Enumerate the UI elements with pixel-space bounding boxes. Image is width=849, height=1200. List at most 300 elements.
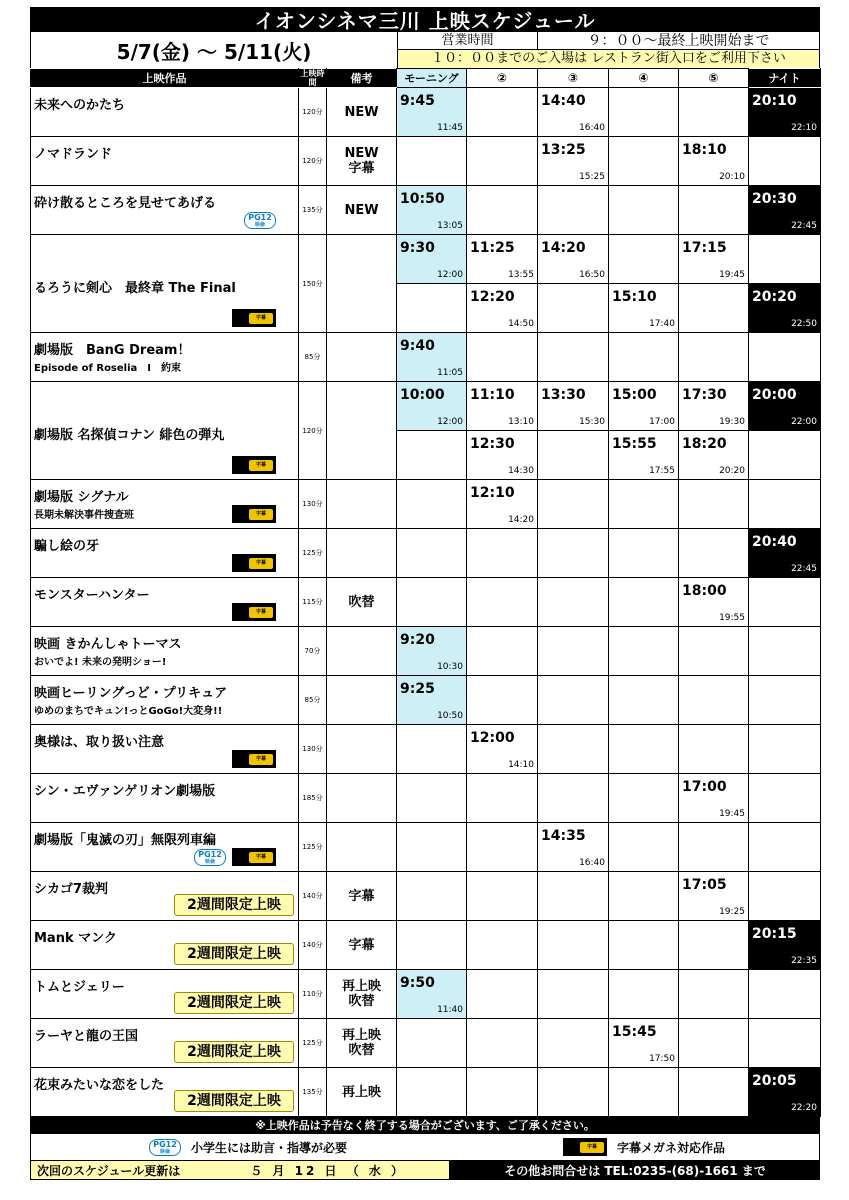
showtime-cell	[467, 1068, 538, 1117]
end-time: 17:50	[649, 1054, 675, 1064]
showtime-cell	[609, 725, 679, 774]
col-slot-4: ④	[609, 69, 679, 88]
start-time: 17:30	[682, 387, 727, 403]
subtitle-glasses-icon	[232, 603, 276, 621]
start-time: 10:50	[400, 191, 445, 207]
film-title-cell	[31, 235, 299, 333]
showtime-cell	[538, 725, 609, 774]
subtitle-glasses-icon	[232, 750, 276, 768]
showtime-cell	[749, 774, 821, 823]
start-time: 17:05	[682, 877, 727, 893]
showtime-cell	[609, 921, 679, 970]
film-title: 映画ヒーリングっど・プリキュア	[34, 686, 228, 701]
start-time: 12:10	[470, 485, 515, 501]
start-time: 9:45	[400, 93, 435, 109]
film-title: 劇場版 名探偵コナン 緋色の弾丸	[34, 428, 225, 443]
glasses-label: 字幕	[249, 754, 273, 765]
end-time: 12:00	[437, 417, 463, 427]
pg12-label: PG12	[198, 850, 222, 859]
page-title: イオンシネマ三川 上映スケジュール	[30, 7, 820, 32]
runtime: 120分	[299, 382, 327, 480]
runtime: 120分	[299, 88, 327, 137]
showtime-cell	[679, 333, 749, 382]
note-cell: 再上映 吹替	[327, 970, 397, 1019]
showtime-cell	[679, 284, 749, 333]
showtime-cell	[679, 137, 749, 186]
bottom-bar	[30, 1160, 820, 1180]
showtime-cell	[397, 774, 467, 823]
showtime-cell	[397, 578, 467, 627]
pg12-icon	[194, 849, 226, 866]
runtime: 125分	[299, 529, 327, 578]
note-cell: 字幕	[327, 921, 397, 970]
start-time: 9:30	[400, 240, 435, 256]
showtime-cell	[467, 529, 538, 578]
showtime-cell	[467, 774, 538, 823]
showtime-cell	[397, 431, 467, 480]
subtitle-glasses-icon	[232, 848, 276, 866]
end-time: 16:50	[579, 270, 605, 280]
table-row	[31, 480, 821, 529]
start-time: 9:50	[400, 975, 435, 991]
showtime-cell	[679, 529, 749, 578]
showtime-cell	[538, 529, 609, 578]
end-time: 14:20	[508, 515, 534, 525]
end-time: 17:00	[649, 417, 675, 427]
table-row	[31, 774, 821, 823]
runtime: 125分	[299, 823, 327, 872]
showtime-cell	[679, 970, 749, 1019]
showtime-cell	[749, 480, 821, 529]
end-time: 11:40	[437, 1005, 463, 1015]
table-row	[31, 627, 821, 676]
showtime-cell	[467, 88, 538, 137]
showtime-cell	[467, 333, 538, 382]
note-cell	[327, 382, 397, 480]
showtime-cell	[397, 725, 467, 774]
legend-glasses	[563, 1138, 725, 1156]
pg12-icon: PG12 映倫	[149, 1139, 181, 1156]
showtime-cell	[679, 627, 749, 676]
film-title: ノマドランド	[34, 147, 113, 162]
entrance-note: １０：００までのご入場は レストラン街入口をご利用下さい	[398, 50, 819, 68]
col-slot-2: ②	[467, 69, 538, 88]
showtime-cell	[467, 1019, 538, 1068]
film-title: ラーヤと龍の王国	[34, 1029, 139, 1044]
update-date: ５ 月 12 日 （ 水 ）	[250, 1163, 407, 1178]
start-time: 9:25	[400, 681, 435, 697]
showtime-cell	[538, 235, 609, 284]
table-row	[31, 578, 821, 627]
film-title-cell	[31, 480, 299, 529]
showtime-cell	[538, 823, 609, 872]
film-title-cell	[31, 627, 299, 676]
start-time: 14:20	[541, 240, 586, 256]
start-time: 13:30	[541, 387, 586, 403]
col-night: ナイト	[749, 69, 821, 88]
glasses-label: 字幕	[249, 509, 273, 520]
showtime-cell	[609, 529, 679, 578]
showtime-cell	[749, 627, 821, 676]
showtime-cell	[749, 578, 821, 627]
runtime: 135分	[299, 186, 327, 235]
showtime-cell	[538, 333, 609, 382]
showtime-cell	[609, 676, 679, 725]
showtime-cell	[467, 186, 538, 235]
film-title-cell	[31, 88, 299, 137]
runtime: 85分	[299, 676, 327, 725]
end-time: 22:35	[791, 956, 817, 966]
end-time: 20:10	[719, 172, 745, 182]
showtime-cell	[609, 235, 679, 284]
showtime-cell	[397, 88, 467, 137]
note-cell	[327, 235, 397, 333]
end-time: 20:20	[719, 466, 745, 476]
start-time: 9:20	[400, 632, 435, 648]
glasses-label: 字幕	[249, 558, 273, 569]
film-title: Mank マンク	[34, 931, 117, 946]
showtime-cell	[467, 921, 538, 970]
film-title: シカゴ7裁判	[34, 882, 109, 897]
note-cell: NEW	[327, 88, 397, 137]
table-row	[31, 970, 821, 1019]
date-range: 5/7(金) ～ 5/11(火)	[31, 32, 398, 68]
film-title-cell	[31, 921, 299, 970]
start-time: 20:15	[752, 926, 797, 942]
showtime-cell	[467, 676, 538, 725]
showtime-cell	[397, 137, 467, 186]
showtime-cell	[609, 578, 679, 627]
showtime-cell	[679, 823, 749, 872]
showtime-cell	[609, 186, 679, 235]
end-time: 22:45	[791, 221, 817, 231]
start-time: 14:40	[541, 93, 586, 109]
showtime-cell	[538, 88, 609, 137]
showtime-cell	[679, 774, 749, 823]
end-time: 13:10	[508, 417, 534, 427]
end-time: 22:50	[791, 319, 817, 329]
showtime-cell	[397, 1019, 467, 1068]
end-time: 10:50	[437, 711, 463, 721]
runtime: 120分	[299, 137, 327, 186]
end-time: 22:00	[791, 417, 817, 427]
showtime-cell	[538, 186, 609, 235]
showtime-cell	[538, 627, 609, 676]
showtime-cell	[679, 186, 749, 235]
legend-pg12-text: 小学生には助言・指導が必要	[191, 1140, 348, 1155]
showtime-cell	[749, 676, 821, 725]
showtime-cell	[467, 578, 538, 627]
showtime-cell	[467, 823, 538, 872]
note-cell: 吹替	[327, 578, 397, 627]
showtime-cell	[679, 480, 749, 529]
end-time: 16:40	[579, 123, 605, 133]
hours-value: ９：００～最終上映開始まで	[587, 33, 770, 49]
showtime-cell	[397, 872, 467, 921]
showtime-cell	[749, 529, 821, 578]
start-time: 9:40	[400, 338, 435, 354]
start-time: 20:40	[752, 534, 797, 550]
film-title: モンスターハンター	[34, 588, 150, 603]
showtime-cell	[397, 235, 467, 284]
start-time: 15:00	[612, 387, 657, 403]
subtitle-glasses-icon	[232, 554, 276, 572]
start-time: 20:10	[752, 93, 797, 109]
schedule-table	[30, 68, 821, 1117]
end-time: 22:20	[791, 1103, 817, 1113]
showtime-cell	[538, 970, 609, 1019]
showtime-cell	[609, 872, 679, 921]
film-badges	[232, 750, 276, 768]
showtime-cell	[538, 431, 609, 480]
runtime: 130分	[299, 480, 327, 529]
runtime: 85分	[299, 333, 327, 382]
note-cell	[327, 529, 397, 578]
showtime-cell	[749, 186, 821, 235]
limited-release-badge: 2週間限定上映	[174, 943, 294, 965]
start-time: 11:25	[470, 240, 515, 256]
showtime-cell	[749, 1068, 821, 1117]
film-title-cell	[31, 1068, 299, 1117]
subtitle-glasses-icon	[232, 456, 276, 474]
showtime-cell	[609, 382, 679, 431]
showtime-cell	[609, 1019, 679, 1068]
start-time: 20:00	[752, 387, 797, 403]
col-morning: モーニング	[397, 69, 467, 88]
film-title-cell	[31, 382, 299, 480]
end-time: 19:25	[719, 907, 745, 917]
pg12-icon	[244, 212, 276, 229]
film-badges	[232, 603, 276, 621]
showtime-cell	[397, 382, 467, 431]
showtime-cell	[397, 480, 467, 529]
showtime-cell	[609, 431, 679, 480]
col-film: 上映作品	[31, 69, 299, 88]
col-slot-5: ⑤	[679, 69, 749, 88]
start-time: 12:20	[470, 289, 515, 305]
end-time: 19:45	[719, 270, 745, 280]
showtime-cell	[749, 872, 821, 921]
note-cell: 再上映	[327, 1068, 397, 1117]
limited-release-badge: 2週間限定上映	[174, 1041, 294, 1063]
start-time: 18:00	[682, 583, 727, 599]
showtime-cell	[467, 970, 538, 1019]
pg12-sublabel: 映倫	[254, 222, 265, 228]
film-title-cell	[31, 823, 299, 872]
showtime-cell	[397, 970, 467, 1019]
showtime-cell	[749, 1019, 821, 1068]
legend-glasses-text: 字幕メガネ対応作品	[617, 1140, 726, 1155]
film-title: 劇場版 BanG Dream！	[34, 343, 191, 358]
showtime-cell	[679, 382, 749, 431]
film-title-cell	[31, 578, 299, 627]
showtime-cell	[609, 284, 679, 333]
showtime-cell	[749, 235, 821, 284]
table-row	[31, 382, 821, 431]
runtime: 70分	[299, 627, 327, 676]
runtime: 135分	[299, 1068, 327, 1117]
start-time: 20:20	[752, 289, 797, 305]
end-time: 17:40	[649, 319, 675, 329]
showtime-cell	[679, 872, 749, 921]
note-cell	[327, 676, 397, 725]
note-cell	[327, 480, 397, 529]
film-badges	[244, 212, 276, 229]
film-title-cell	[31, 872, 299, 921]
start-time: 10:00	[400, 387, 445, 403]
runtime: 150分	[299, 235, 327, 333]
showtime-cell	[679, 431, 749, 480]
showtime-cell	[749, 921, 821, 970]
showtime-cell	[397, 676, 467, 725]
showtime-cell	[679, 88, 749, 137]
table-row	[31, 186, 821, 235]
table-row	[31, 137, 821, 186]
showtime-cell	[749, 725, 821, 774]
start-time: 15:10	[612, 289, 657, 305]
showtime-cell	[538, 921, 609, 970]
table-row	[31, 872, 821, 921]
end-time: 19:55	[719, 613, 745, 623]
showtime-cell	[467, 284, 538, 333]
showtime-cell	[397, 284, 467, 333]
showtime-cell	[467, 431, 538, 480]
showtime-cell	[679, 676, 749, 725]
subtitle-glasses-icon	[232, 505, 276, 523]
table-row	[31, 235, 821, 284]
film-title-cell	[31, 774, 299, 823]
showtime-cell	[749, 284, 821, 333]
showtime-cell	[609, 627, 679, 676]
end-time: 19:30	[719, 417, 745, 427]
showtime-cell	[609, 480, 679, 529]
showtime-cell	[538, 1068, 609, 1117]
pg12-sublabel: 映倫	[204, 859, 215, 865]
showtime-cell	[467, 137, 538, 186]
showtime-cell	[538, 1019, 609, 1068]
showtime-cell	[679, 578, 749, 627]
film-badges	[194, 848, 276, 866]
note-cell	[327, 627, 397, 676]
start-time: 18:10	[682, 142, 727, 158]
showtime-cell	[749, 970, 821, 1019]
table-row	[31, 88, 821, 137]
showtime-cell	[467, 480, 538, 529]
start-time: 20:05	[752, 1073, 797, 1089]
start-time: 20:30	[752, 191, 797, 207]
business-hours	[398, 32, 819, 68]
showtime-cell	[397, 186, 467, 235]
pg12-label: PG12	[248, 213, 272, 222]
table-row	[31, 1019, 821, 1068]
note-cell: 字幕	[327, 872, 397, 921]
showtime-cell	[538, 872, 609, 921]
showtime-cell	[397, 823, 467, 872]
note-cell	[327, 333, 397, 382]
start-time: 12:00	[470, 730, 515, 746]
table-row	[31, 529, 821, 578]
film-title: 劇場版 シグナル	[34, 490, 129, 505]
legend-pg12	[149, 1139, 347, 1156]
glasses-label: 字幕	[249, 607, 273, 618]
film-title-cell	[31, 137, 299, 186]
end-time: 14:50	[508, 319, 534, 329]
hours-label: 営業時間	[398, 32, 538, 49]
contact-info: その他お問合せは TEL:0235-(68)-1661 まで	[450, 1160, 820, 1180]
film-title: トムとジェリー	[34, 980, 125, 995]
showtime-cell	[397, 921, 467, 970]
subtitle-glasses-icon: 字幕	[563, 1138, 607, 1156]
end-time: 22:45	[791, 564, 817, 574]
film-title: 劇場版「鬼滅の刃」無限列車編	[34, 833, 217, 848]
glasses-label: 字幕	[249, 852, 273, 863]
end-time: 19:45	[719, 809, 745, 819]
runtime: 115分	[299, 578, 327, 627]
end-time: 11:45	[437, 123, 463, 133]
col-mins: 上映時間	[300, 69, 325, 87]
runtime: 140分	[299, 872, 327, 921]
note-cell: NEW 字幕	[327, 137, 397, 186]
showtime-cell	[397, 529, 467, 578]
schedule-sheet	[30, 7, 820, 1180]
start-time: 13:25	[541, 142, 586, 158]
film-title: 花束みたいな恋をした	[34, 1078, 165, 1093]
table-row	[31, 676, 821, 725]
start-time: 12:30	[470, 436, 515, 452]
showtime-cell	[467, 382, 538, 431]
film-badges	[232, 456, 276, 474]
showtime-cell	[749, 137, 821, 186]
end-time: 14:10	[508, 760, 534, 770]
end-time: 16:40	[579, 858, 605, 868]
showtime-cell	[679, 725, 749, 774]
glasses-label: 字幕	[249, 460, 273, 471]
next-update	[30, 1160, 450, 1180]
film-title: るろうに剣心 最終章 The Final	[34, 281, 236, 296]
table-row	[31, 1068, 821, 1117]
start-time: 14:35	[541, 828, 586, 844]
end-time: 15:30	[579, 417, 605, 427]
film-title: 映画 きかんしゃトーマス	[34, 637, 182, 652]
table-row	[31, 725, 821, 774]
runtime: 140分	[299, 921, 327, 970]
showtime-cell	[609, 88, 679, 137]
film-title: 騙し絵の牙	[34, 539, 100, 554]
film-subtitle: Episode of Roselia Ⅰ 約束	[34, 363, 181, 374]
table-row	[31, 921, 821, 970]
runtime: 185分	[299, 774, 327, 823]
showtime-cell	[538, 676, 609, 725]
end-time: 12:00	[437, 270, 463, 280]
note-cell: NEW	[327, 186, 397, 235]
showtime-cell	[609, 333, 679, 382]
film-badges	[232, 505, 276, 523]
film-badges	[232, 309, 276, 327]
limited-release-badge: 2週間限定上映	[174, 1090, 294, 1112]
start-time: 11:10	[470, 387, 515, 403]
note-cell: 再上映 吹替	[327, 1019, 397, 1068]
end-time: 13:05	[437, 221, 463, 231]
showtime-cell	[609, 137, 679, 186]
showtime-cell	[467, 627, 538, 676]
subtitle-glasses-icon	[232, 309, 276, 327]
note-cell	[327, 774, 397, 823]
showtime-cell	[538, 774, 609, 823]
showtime-cell	[679, 1019, 749, 1068]
footer-note: ※上映作品は予告なく終了する場合がございます、ご了承ください。	[30, 1117, 820, 1134]
showtime-cell	[538, 284, 609, 333]
col-note: 備考	[327, 69, 397, 88]
